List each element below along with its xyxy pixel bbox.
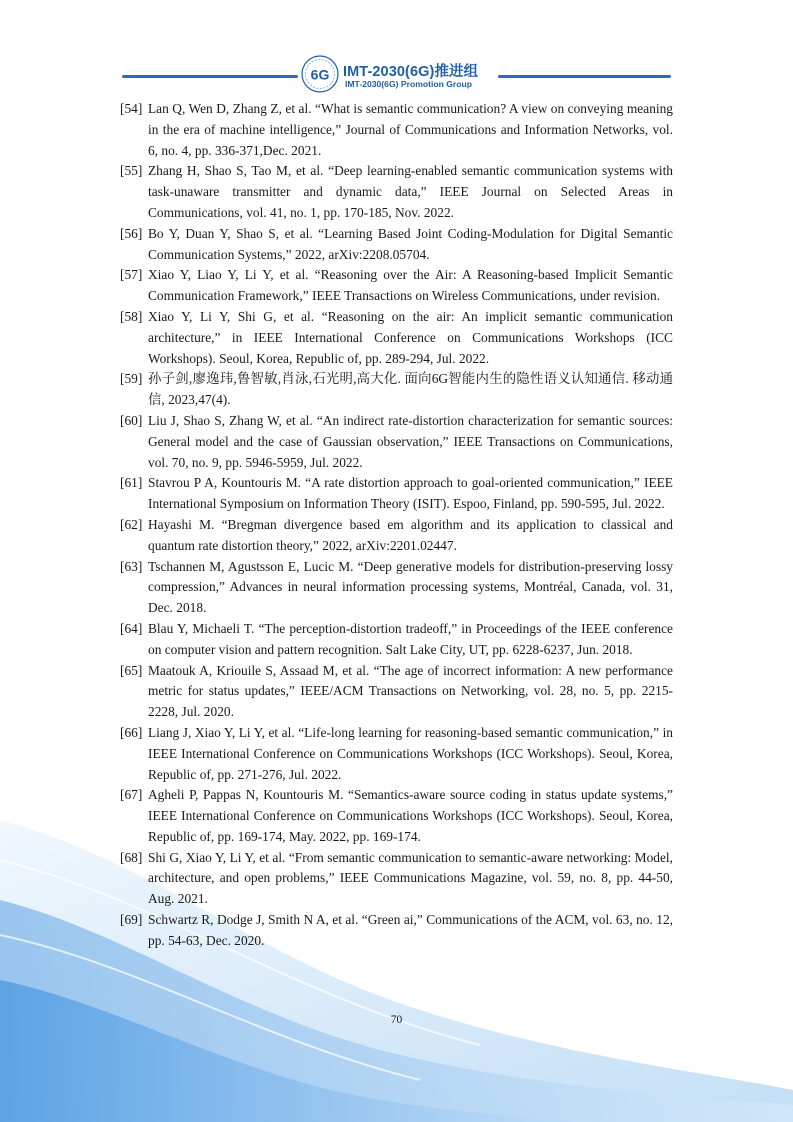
reference-item: [120, 785, 673, 847]
reference-item: [120, 473, 673, 515]
reference-text: Xiao Y, Liao Y, Li Y, et al. “Reasoning over the Air: A Reasoning-based Implicit Semantic Communication Framework,” IEEE Transactions on Wireless Communications, under revision.: [148, 267, 673, 304]
reference-text: Xiao Y, Li Y, Shi G, et al. “Reasoning on the air: An implicit semantic communication architecture,” in IEEE International Conference on Communications Workshops (ICC Workshops). Seoul, Korea, Republic of, pp. 289-294, Jul. 2022.: [148, 308, 673, 366]
svg-text:6G: 6G: [310, 66, 330, 83]
org-title: IMT-2030(6G)推进组: [343, 64, 479, 80]
reference-item: [120, 307, 673, 369]
reference-text: Liu J, Shao S, Zhang W, et al. “An indirect rate-distortion characterization for semantic sources: General model and the case of Gaussian observation,” IEEE Transactions on Communications, vol. 70, no. 9, pp. 5946-5959, Jul. 2022.: [148, 412, 673, 470]
reference-item: [120, 411, 673, 473]
reference-text: Hayashi M. “Bregman divergence based em algorithm and its application to classical and quantum rate distortion theory,” 2022, arXiv:2201.02447.: [148, 516, 673, 553]
reference-text: Zhang H, Shao S, Tao M, et al. “Deep learning-enabled semantic communication systems with task-unaware transmitter and dynamic data,” IEEE Journal on Selected Areas in Communications, vol. 41, no. 1, pp. 170-185, Nov. 2022.: [148, 163, 673, 220]
reference-item: [120, 723, 673, 785]
reference-text: Shi G, Xiao Y, Li Y, et al. “From semantic communication to semantic-aware networking: Model, architecture, and open problems,” IEEE Communications Magazine, vol. 59, no. 8, pp. 44-50, Aug. 2021.: [148, 849, 673, 907]
reference-number: [65]: [120, 662, 143, 678]
reference-list: [120, 99, 673, 952]
reference-text: Liang J, Xiao Y, Li Y, et al. “Life-long learning for reasoning-based semantic communication,” in IEEE International Conference on Communications Workshops (ICC Workshops). Seoul, Korea, Republic of, pp. 271-276, Jul. 2022.: [148, 724, 673, 782]
reference-number: [60]: [120, 412, 143, 428]
reference-text: Schwartz R, Dodge J, Smith N A, et al. “Green ai,” Communications of the ACM, vol. 63, no. 12, pp. 54-63, Dec. 2020.: [148, 912, 673, 948]
reference-number: [54]: [120, 101, 143, 116]
reference-number: [69]: [120, 912, 143, 928]
reference-text: Lan Q, Wen D, Zhang Z, et al. “What is semantic communication? A view on conveying meaning in the era of machine intelligence,” Journal of Communications and Information Networks, vol. 6, no. 4, pp. 336-371,Dec. 2021.: [148, 101, 673, 158]
reference-number: [57]: [120, 267, 143, 283]
reference-number: [68]: [120, 849, 143, 865]
reference-number: [55]: [120, 163, 143, 179]
reference-item: [120, 661, 673, 723]
reference-text: 孙子剑,廖逸玮,鲁智敏,肖泳,石光明,高大化. 面向6G智能内生的隐性语义认知通信. 移动通信, 2023,47(4).: [148, 371, 673, 408]
reference-text: Blau Y, Michaeli T. “The perception-distortion tradeoff,” in Proceedings of the IEEE conference on computer vision and pattern recognition. Salt Lake City, UT, pp. 6228-6237, Jun. 2018.: [148, 620, 673, 657]
reference-number: [58]: [120, 308, 143, 324]
reference-item: [120, 369, 673, 411]
reference-number: [64]: [120, 620, 143, 636]
reference-item: [120, 99, 673, 161]
org-subtitle: IMT-2030(6G) Promotion Group: [345, 79, 473, 89]
reference-text: Maatouk A, Kriouile S, Assaad M, et al. “The age of incorrect information: A new performance metric for status updates,” IEEE/ACM Transactions on Networking, vol. 28, no. 5, pp. 2215-2228, Jul. 2020.: [148, 662, 673, 720]
reference-text: Stavrou P A, Kountouris M. “A rate distortion approach to goal-oriented communication,” IEEE International Symposium on Information Theory (ISIT). Espoo, Finland, pp. 590-595, Jul. 2022.: [148, 475, 673, 512]
reference-item: [120, 515, 673, 557]
reference-text: Bo Y, Duan Y, Shao S, et al. “Learning Based Joint Coding-Modulation for Digital Semantic Communication Systems,” 2022, arXiv:2208.05704.: [148, 225, 673, 262]
reference-number: [62]: [120, 516, 143, 532]
reference-item: [120, 848, 673, 910]
page-number: 70: [390, 1014, 403, 1026]
header-rule-right: [498, 75, 671, 78]
reference-number: [67]: [120, 787, 143, 803]
reference-text: Tschannen M, Agustsson E, Lucic M. “Deep generative models for distribution-preserving lossy compression,” Advances in neural information processing systems, Montréal, Canada, vol. 31, Dec. 2018.: [148, 558, 673, 616]
reference-item: [120, 161, 673, 223]
6g-logo-icon: [300, 54, 340, 94]
reference-number: [56]: [120, 225, 143, 241]
header-rule-left: [122, 75, 298, 78]
reference-number: [63]: [120, 558, 143, 574]
reference-item: [120, 557, 673, 619]
reference-item: [120, 910, 673, 952]
reference-item: [120, 619, 673, 661]
reference-item: [120, 224, 673, 266]
reference-number: [66]: [120, 724, 143, 740]
reference-item: [120, 265, 673, 307]
reference-number: [59]: [120, 371, 143, 387]
reference-number: [61]: [120, 475, 143, 491]
reference-text: Agheli P, Pappas N, Kountouris M. “Semantics-aware source coding in status update systems,” IEEE International Conference on Communications Workshops (ICC Workshops). Seoul, Korea, Republic of, pp. 169-174, May. 2022, pp. 169-174.: [148, 787, 673, 844]
page-header: [0, 54, 793, 98]
